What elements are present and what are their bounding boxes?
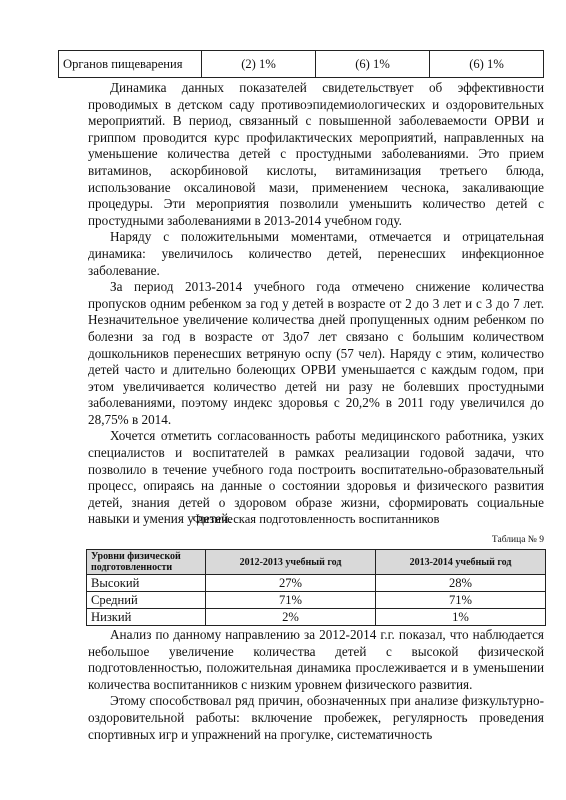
table-cell: 28% — [376, 575, 546, 592]
paragraph: За период 2013-2014 учебного года отмечено снижение количества пропусков одним ребенком за год у детей в возрасте от 2 до 3 лет и с 3 до 7 лет. Незначительное увеличение количества дней пропущенных одним ребенком по болезни за год в возрасте от 3до7 лет связано с большим количеством дошкольников перенесших ветряную оспу (57 чел). Наряду с этим, количество детей часто и длительно болеющих ОРВИ уменьшается с каждым годом, при этом увеличивается количество детей ни разу не болевших простудными заболеваниями, поэтому индекс здоровья с 20,2% в 2011 году увеличился до 28,75% в 2014. — [88, 279, 544, 427]
column-header: 2012-2013 учебный год — [206, 550, 376, 575]
table-cell: 71% — [206, 592, 376, 609]
table-row — [87, 592, 546, 609]
table-cell: 2% — [206, 609, 376, 626]
fitness-table — [86, 549, 546, 626]
table-cell: 71% — [376, 592, 546, 609]
table-cell: Средний — [87, 592, 206, 609]
table-cell: 27% — [206, 575, 376, 592]
disease-table-fragment — [58, 50, 544, 78]
body-text-block-1 — [88, 80, 544, 528]
table-cell: 1% — [376, 609, 546, 626]
paragraph: Динамика данных показателей свидетельствует об эффективности проводимых в детском саду противоэпидемиологических и оздоровительных мероприятий. В период, связанный с повышенной заболеваемости ОРВИ и гриппом проводится курс профилактических мероприятий, направленных на уменьшение количества детей с простудными заболеваниями. Это прием витаминов, аскорбиновой кислоты, витаминизация третьего блюда, использование оксалиновой мази, применением чеснока, закаливающие процедуры. Эти мероприятия позволили уменьшить количество детей с простудными заболеваниями в 2013-2014 учебном году. — [88, 80, 544, 228]
table-cell: Органов пищеварения — [59, 51, 202, 78]
column-header: 2013-2014 учебный год — [376, 550, 546, 575]
table-row — [59, 51, 544, 78]
table-cell: (6) 1% — [316, 51, 430, 78]
paragraph: Этому способствовал ряд причин, обозначенных при анализе физкультурно-оздоровительной работы: включение пробежек, регулярность проведения спортивных игр и упражнений на прогулке, систематичность — [88, 693, 544, 742]
table-cell: (2) 1% — [202, 51, 316, 78]
table-header-row — [87, 550, 546, 575]
body-text-block-2 — [88, 627, 544, 743]
table-row — [87, 575, 546, 592]
table-number: Таблица № 9 — [491, 535, 544, 545]
table-cell: Низкий — [87, 609, 206, 626]
table-row — [87, 609, 546, 626]
table-cell: (6) 1% — [430, 51, 544, 78]
paragraph: Анализ по данному направлению за 2012-2014 г.г. показал, что наблюдается небольшое увеличение количества детей с высокой физической подготовленностью, положительная динамика прослеживается и в уменьшении количества воспитанников с низким уровнем физического развития. — [88, 627, 544, 692]
paragraph: Хочется отметить согласованность работы медицинского работника, узких специалистов и воспитателей в рамках реализации годовой задачи, что позволило в течение учебного года построить воспитательно-образовательный процесс, опираясь на данные о состоянии здоровья и физического развития детей, знания детей о здоровом образе жизни, сформировать социальные навыки и умения у детей. — [88, 428, 544, 527]
paragraph: Наряду с положительными моментами, отмечается и отрицательная динамика: увеличилось количество детей, перенесших инфекционное заболевание. — [88, 229, 544, 278]
table-cell: Высокий — [87, 575, 206, 592]
table-caption: Физическая подготовленность воспитанников — [192, 512, 440, 526]
column-header: Уровни физической подготовленности — [87, 550, 206, 575]
